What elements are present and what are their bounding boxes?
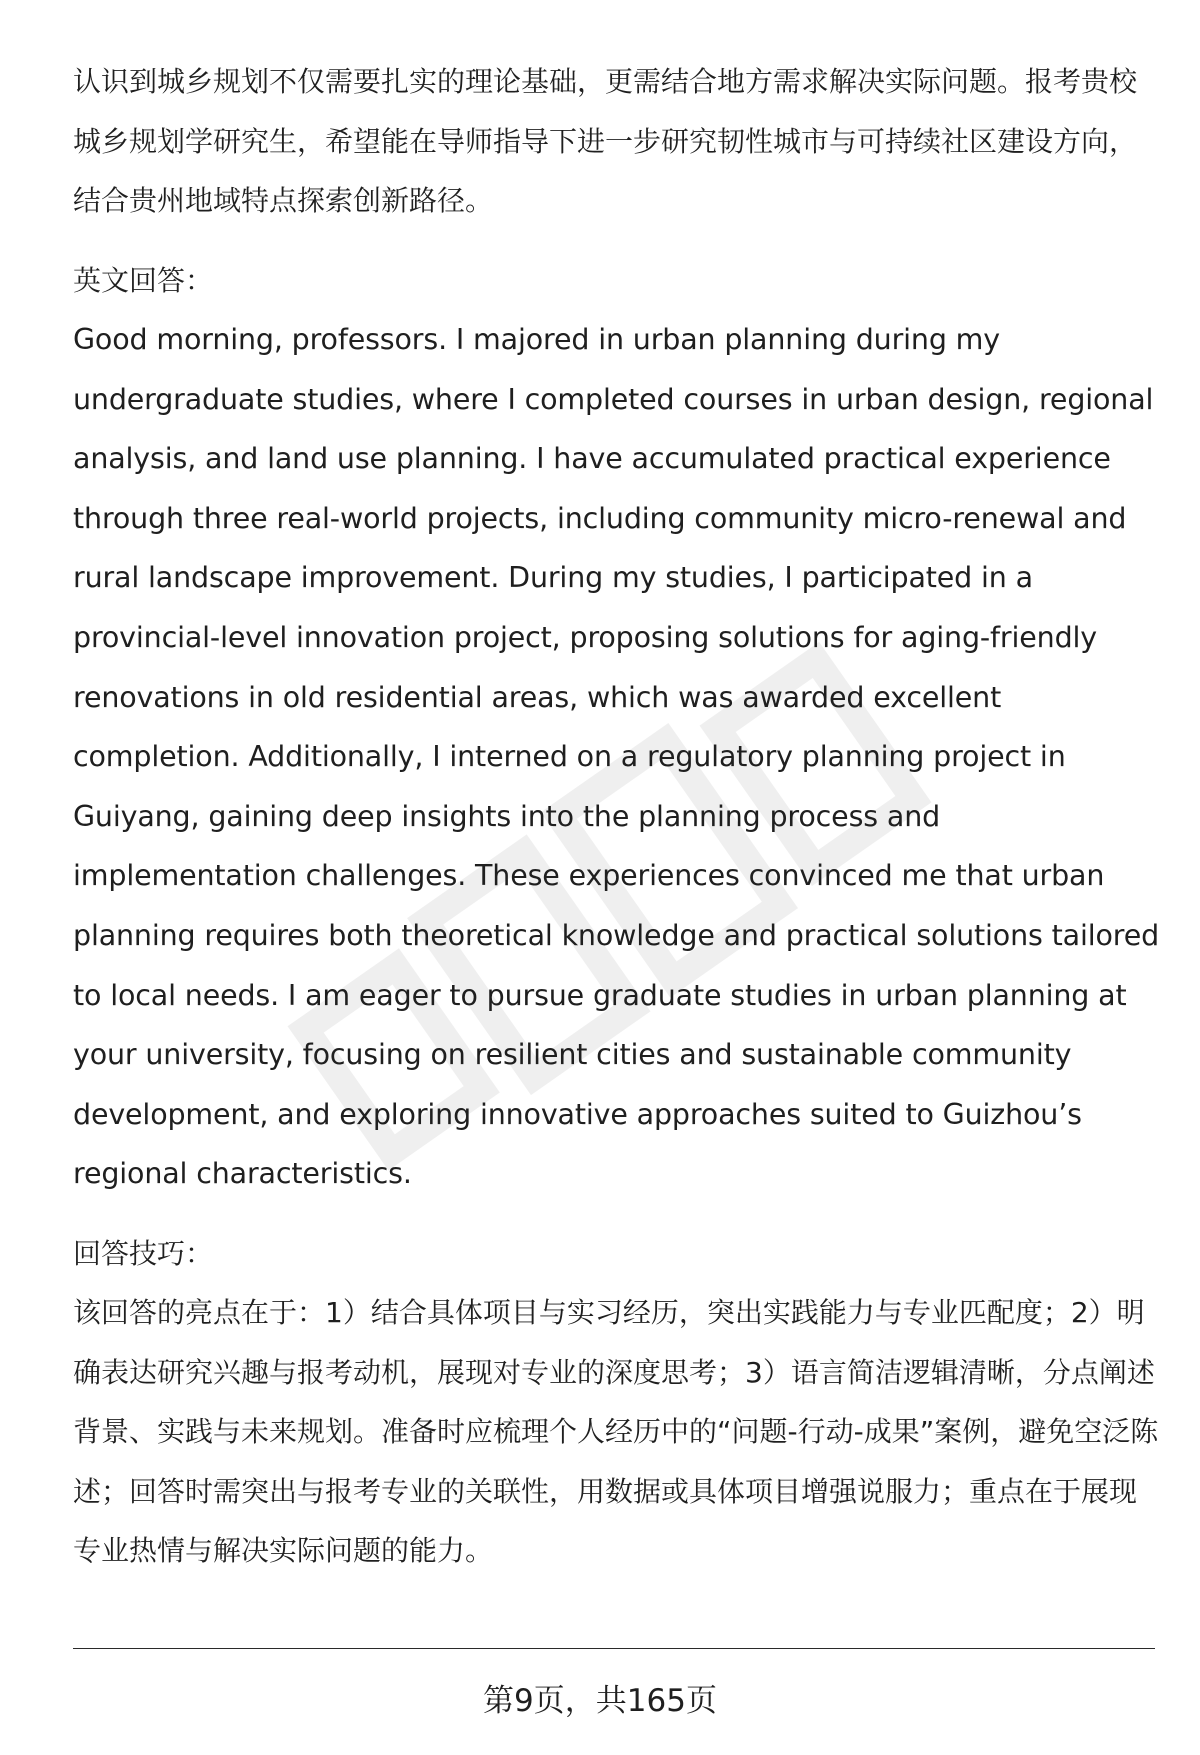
document-body (73, 52, 1160, 1581)
english-answer-text: Good morning, professors. I majored in urban planning during my undergraduate studies, where I completed courses in urban design, regional analysis, and land use planning. I have accumulated practical experience through three real-world projects, including community micro-renewal and rural landscape improvement. During my studies, I participated in a provincial-level innovation project, proposing solutions for aging-friendly renovations in old residential areas, which was awarded excellent completion. Additionally, I interned on a regulatory planning project in Guiyang, gaining deep insights into the planning process and implementation challenges. These experiences convinced me that urban planning requires both theoretical knowledge and practical solutions tailored to local needs. I am eager to pursue graduate studies in urban planning at your university, focusing on resilient cities and sustainable community development, and exploring innovative approaches suited to Guizhou’s regional characteristics. (73, 323, 1160, 1191)
english-answer-heading: 英文回答： (73, 263, 214, 297)
page-number: 第9页，共165页 (483, 1683, 717, 1719)
footer-divider (73, 1648, 1155, 1649)
chinese-answer-tail: 认识到城乡规划不仅需要扎实的理论基础，更需结合地方需求解决实际问题。报考贵校城乡规划学研究生，希望能在导师指导下进一步研究韧性城市与可持续社区建设方向，结合贵州地域特点探索创新路径。 (73, 65, 1138, 217)
tips-text: 该回答的亮点在于：1）结合具体项目与实习经历，突出实践能力与专业匹配度；2）明确表达研究兴趣与报考动机，展现对专业的深度思考；3）语言简洁逻辑清晰，分点阐述背景、实践与未来规划。准备时应梳理个人经历中的“问题-行动-成果”案例，避免空泛陈述；回答时需突出与报考专业的关联性，用数据或具体项目增强说服力；重点在于展现专业热情与解决实际问题的能力。 (73, 1296, 1159, 1568)
tips-heading: 回答技巧： (73, 1236, 214, 1270)
